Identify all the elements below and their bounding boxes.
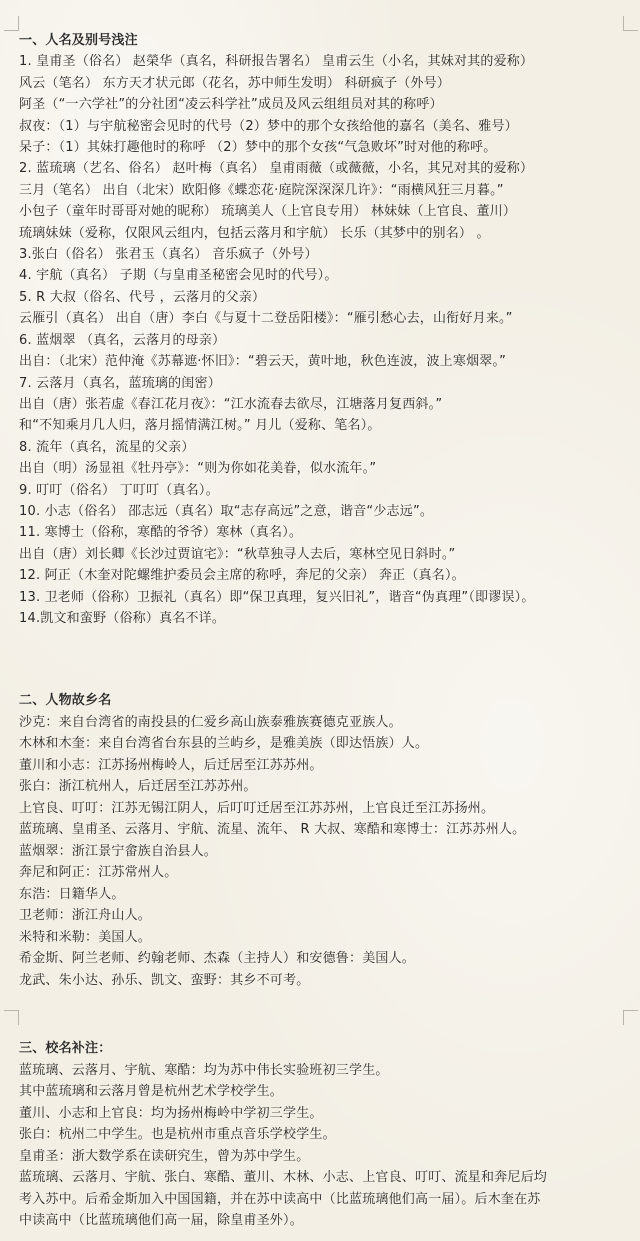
- text-line: 沙克：来自台湾省的南投县的仁爱乡高山族泰雅族赛德克亚族人。: [19, 714, 402, 730]
- text-line: 1. 皇甫圣（俗名） 赵榮华（真名，科研报告署名） 皇甫云生（小名，其妹对其的爱称）: [19, 54, 534, 70]
- text-line: 5. R 大叔（俗名、代号 ，云落月的父亲）: [19, 289, 266, 305]
- section-title: 二、人物故乡名: [19, 693, 112, 708]
- text-line: 6. 蓝烟翠 （真名，云落月的母亲）: [19, 332, 226, 348]
- text-line: 13. 卫老师（俗称）卫振礼（真名）即“保卫真理，复兴旧礼”，谐音“伪真理”（即谬误）。: [19, 589, 535, 605]
- section-names-and-aliases: [19, 30, 629, 629]
- text-line: 出自（唐）张若虚《春江花月夜》：“江水流春去欲尽，江塘落月复西斜。”: [19, 396, 443, 412]
- crop-mark-bottom-left: [4, 1010, 19, 1025]
- text-line: 中读高中（比蓝琉璃他们高一届，除皇甫圣外）。: [19, 1213, 303, 1228]
- text-line: 12. 阿正（木奎对陀螺维护委员会主席的称呼，奔尼的父亲） 奔正（真名）。: [19, 568, 465, 584]
- text-line: 云雁引（真名） 出自（唐）李白《与夏十二登岳阳楼》：“雁引愁心去，山衔好月来。”: [19, 311, 513, 327]
- text-line: 考入苏中。后希金斯加入中国国籍，并在苏中读高中（比蓝琉璃他们高一届）。后木奎在苏: [19, 1191, 541, 1207]
- text-line: 阿圣（“一六学社”的分社团“凌云科学社”成员及风云组组员对其的称呼）: [19, 97, 443, 113]
- text-line: 蓝琉璃、云落月、宇航、寒酷：均为苏中伟长实验班初三学生。: [19, 1062, 389, 1078]
- text-line: 皇甫圣：浙大数学系在读研究生，曾为苏中学生。: [19, 1148, 310, 1164]
- text-line: 11. 寒博士（俗称，寒酷的爷爷）寒林（真名）。: [19, 525, 303, 541]
- crop-mark-top-right: [623, 16, 638, 31]
- text-line: 三月（笔名） 出自（北宋）欧阳修《蝶恋花·庭院深深深几许》：“雨横风狂三月暮。”: [19, 182, 504, 198]
- text-line: 2. 蓝琉璃（艺名、俗名） 赵叶梅（真名） 皇甫雨薇（或薇薇，小名，其兄对其的爱称）: [19, 161, 534, 177]
- text-line: 董川和小志：江苏扬州梅岭人，后迁居至江苏苏州。: [19, 757, 323, 773]
- text-line: 7. 云落月（真名，蓝琉璃的闺密）: [19, 375, 221, 391]
- text-line: 9. 叮叮（俗名） 丁叮叮（真名）。: [19, 482, 219, 498]
- text-line: 其中蓝琉璃和云落月曾是杭州艺术学校学生。: [19, 1084, 284, 1099]
- text-line: 上官良、叮叮：江苏无锡江阴人，后叮叮迁居至江苏苏州，上官良迁至江苏扬州。: [19, 800, 495, 816]
- text-line: 蓝琉璃、云落月、宇航、张白、寒酷、董川、木林、小志、上官良、叮叮、流星和奔尼后均: [19, 1170, 548, 1185]
- text-line: 风云（笔名） 东方天才状元郎（花名，苏中师生发明） 科研疯子（外号）: [19, 75, 451, 91]
- text-line: 奔尼和阿正：江苏常州人。: [19, 865, 178, 880]
- text-line: 东浩：日籍华人。: [19, 886, 125, 902]
- text-line: 8. 流年（真名，流星的父亲）: [19, 439, 195, 455]
- section-hometowns: [19, 690, 629, 991]
- text-line: 张白：杭州二中学生。也是杭州市重点音乐学校学生。: [19, 1127, 336, 1142]
- text-line: 10. 小志（俗名） 邵志远（真名）取“志存高远”之意，谐音“少志远”。: [19, 503, 434, 519]
- text-line: 出自（唐）刘长卿《长沙过贾谊宅》：“秋草独寻人去后，寒林空见日斜时。”: [19, 546, 456, 562]
- text-line: 和“不知乘月几人归，落月摇情满江树。” 月儿（爱称、笔名）。: [19, 418, 381, 434]
- section-title: 三、校名补注：: [19, 1041, 112, 1056]
- section-school-notes: [19, 1038, 629, 1232]
- text-line: 张白：浙江杭州人，后迁居至江苏苏州。: [19, 779, 257, 794]
- text-line: 希金斯、阿兰老师、约翰老师、杰森（主持人）和安德鲁：美国人。: [19, 951, 416, 966]
- text-line: 出自：（北宋）范仲淹《苏幕遮·怀旧》：“碧云天，黄叶地，秋色连波，波上寒烟翠。”: [19, 354, 507, 370]
- crop-mark-bottom-right: [623, 1010, 638, 1025]
- text-line: 卫老师：浙江舟山人。: [19, 908, 152, 923]
- text-line: 小包子（童年时哥哥对她的昵称） 琉璃美人（上官良专用） 林妹妹（上官良、董川）: [19, 204, 517, 220]
- text-line: 叔夜：（1）与宇航秘密会见时的代号（2）梦中的那个女孩给他的嘉名（美名、雅号）: [19, 118, 518, 134]
- text-line: 董川、小志和上官良：均为扬州梅岭中学初三学生。: [19, 1105, 323, 1121]
- text-line: 4. 宇航（真名） 子期（与皇甫圣秘密会见时的代号）。: [19, 268, 338, 284]
- text-line: 木林和木奎：来自台湾省台东县的兰屿乡，是雅美族（即达悟族）人。: [19, 736, 429, 751]
- text-line: 琉璃妹妹（爱称，仅限风云组内，包括云落月和宇航） 长乐（其梦中的别名） 。: [19, 225, 490, 241]
- text-line: 蓝烟翠：浙江景宁畲族自治县人。: [19, 843, 218, 859]
- text-line: 出自（明）汤显祖《牡丹亭》：“则为你如花美眷，似水流年。”: [19, 461, 377, 477]
- text-line: 米特和米勒：美国人。: [19, 929, 152, 945]
- text-line: 14.凯文和蛮野（俗称）真名不详。: [19, 610, 226, 626]
- text-line: 呆子：（1）其妹打趣他时的称呼 （2）梦中的那个女孩“气急败坏”时对他的称呼。: [19, 140, 497, 156]
- text-line: 蓝琉璃、皇甫圣、云落月、宇航、流星、流年、 R 大叔、寒酷和寒博士：江苏苏州人。: [19, 822, 526, 837]
- crop-mark-top-left: [4, 16, 19, 31]
- section-title: 一、人名及别号浅注: [19, 33, 138, 48]
- text-line: 3.张白（俗名） 张君玉（真名） 音乐疯子（外号）: [19, 247, 318, 263]
- text-line: 龙武、朱小达、孙乐、凯文、蛮野：其乡不可考。: [19, 972, 310, 988]
